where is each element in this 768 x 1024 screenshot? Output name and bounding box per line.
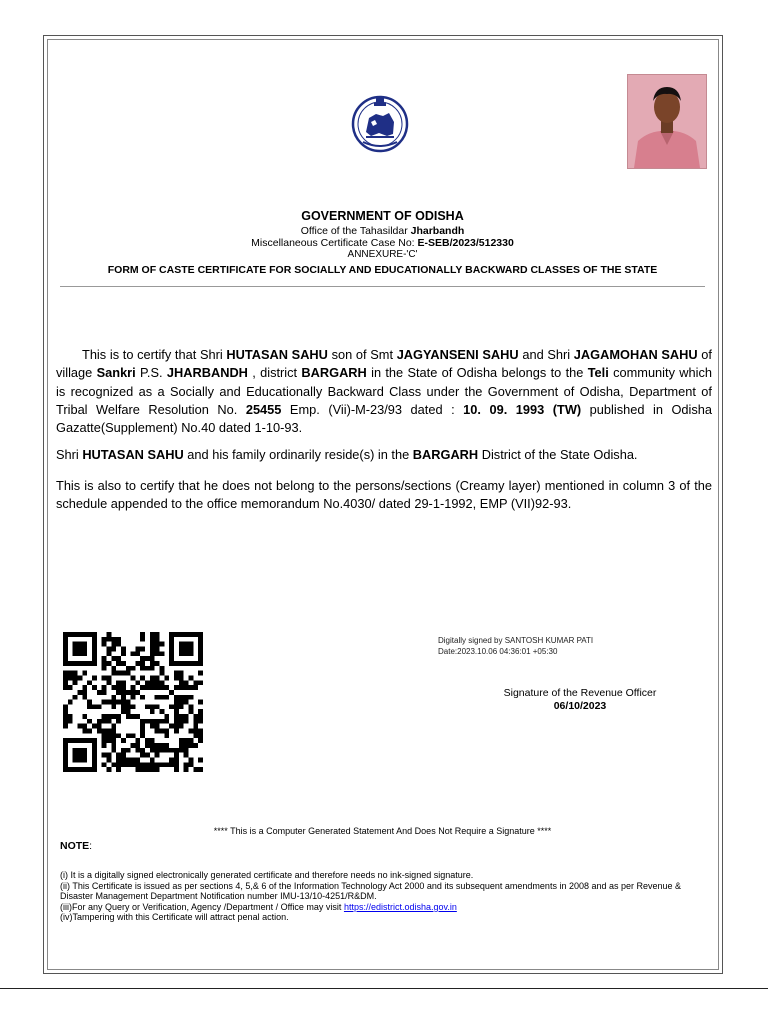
signature-block xyxy=(470,687,690,713)
district-name: BARGARH xyxy=(301,365,367,381)
p1-text-8: community which is recognized as a Socially and Educationally Backward Class under the Government of Odisha, Department of Tribal Welfare Resolution No. xyxy=(56,365,712,417)
p2-text-1: Shri xyxy=(56,447,83,462)
father-name: JAGAMOHAN SAHU xyxy=(573,347,698,362)
digital-signature-stamp xyxy=(438,635,593,657)
edistrict-link[interactable]: https://edistrict.odisha.gov.in xyxy=(343,901,457,912)
odisha-emblem-icon xyxy=(349,92,411,154)
qr-code[interactable] xyxy=(60,632,206,772)
applicant-photo xyxy=(627,74,707,169)
p1-text-10: published in Odisha Gazatte(Supplement) No.40 dated 1-10-93. xyxy=(56,401,713,436)
p1-text-2: son of Smt xyxy=(327,347,397,362)
police-station: JHARBANDH xyxy=(166,365,248,381)
note-label: NOTE xyxy=(60,840,90,852)
p1-text-4: of village xyxy=(56,347,712,381)
note-item: (ii) This Certificate is issued as per sections 4, 5,& 6 of the Information Technology Act 2000 and its subsequent amendments in 2008 and as per Revenue & Disaster Management Department Notification number IMU-13/10-4251/R&DM. xyxy=(60,880,682,902)
resident-district: BARGARH xyxy=(412,447,479,462)
community-name: Teli xyxy=(587,365,609,381)
office-name: Jharbandh xyxy=(410,225,465,237)
office-prefix: Office of the Tahasildar xyxy=(300,225,411,237)
page-bottom-rule xyxy=(0,988,768,989)
government-title: GOVERNMENT OF ODISHA xyxy=(301,209,464,223)
case-number-line xyxy=(55,237,710,249)
note-colon: : xyxy=(89,840,93,852)
note-heading xyxy=(60,840,92,852)
p1-text-7: in the State of Odisha belongs to the xyxy=(366,365,588,381)
p1-text-6: , district xyxy=(247,365,302,381)
digital-sign-date: Date:2023.10.06 04:36:01 +05:30 xyxy=(438,647,558,656)
resolution-number: 25455 xyxy=(245,401,282,417)
applicant-name: HUTASAN SAHU xyxy=(226,347,328,362)
form-title: FORM OF CASTE CERTIFICATE FOR SOCIALLY AND EDUCATIONALLY BACKWARD CLASSES OF THE STATE xyxy=(107,264,658,276)
p2-text-2: and his family ordinarily reside(s) in the xyxy=(183,447,413,462)
resolution-date: 10. 09. 1993 (TW) xyxy=(463,401,582,417)
case-number: E-SEB/2023/512330 xyxy=(417,237,514,249)
note-text: (iii)For any Query or Verification, Agency /Department / Office may visit xyxy=(60,901,344,912)
computer-generated-statement: **** This is a Computer Generated Statement And Does Not Require a Signature **** xyxy=(213,826,552,836)
note-item: (iv)Tampering with this Certificate will attract penal action. xyxy=(60,912,289,923)
annexure-label: ANNEXURE-'C' xyxy=(347,249,418,260)
residence-paragraph xyxy=(56,446,712,464)
notes-list xyxy=(60,870,710,923)
certification-paragraph xyxy=(56,346,712,437)
p1-text-5: P.S. xyxy=(135,365,167,381)
village-name: Sankri xyxy=(96,365,136,381)
resident-name: HUTASAN SAHU xyxy=(82,447,184,462)
note-item: (i) It is a digitally signed electronically generated certificate and therefore needs no ink-signed signature. xyxy=(60,870,474,880)
p1-text-1: This is to certify that Shri xyxy=(82,347,227,362)
p2-text-3: District of the State Odisha. xyxy=(478,447,638,462)
office-line xyxy=(55,225,710,237)
p1-text-9: Emp. (Vii)-M-23/93 dated : xyxy=(281,401,464,417)
creamy-layer-paragraph: This is also to certify that he does not belong to the persons/sections (Creamy layer) mentioned in column 3 of the schedule appended to the office memorandum No.4030/ dated 29-1-1992, EMP (VII)92-93. xyxy=(56,478,712,512)
case-prefix: Miscellaneous Certificate Case No: xyxy=(251,237,418,249)
digital-signer: Digitally signed by SANTOSH KUMAR PATI xyxy=(438,636,594,645)
signature-title: Signature of the Revenue Officer xyxy=(503,687,657,699)
mother-name: JAGYANSENI SAHU xyxy=(396,347,519,362)
note-item xyxy=(60,902,710,913)
p1-text-3: and Shri xyxy=(518,347,574,362)
header-divider xyxy=(60,286,705,287)
signature-date: 06/10/2023 xyxy=(553,700,607,712)
